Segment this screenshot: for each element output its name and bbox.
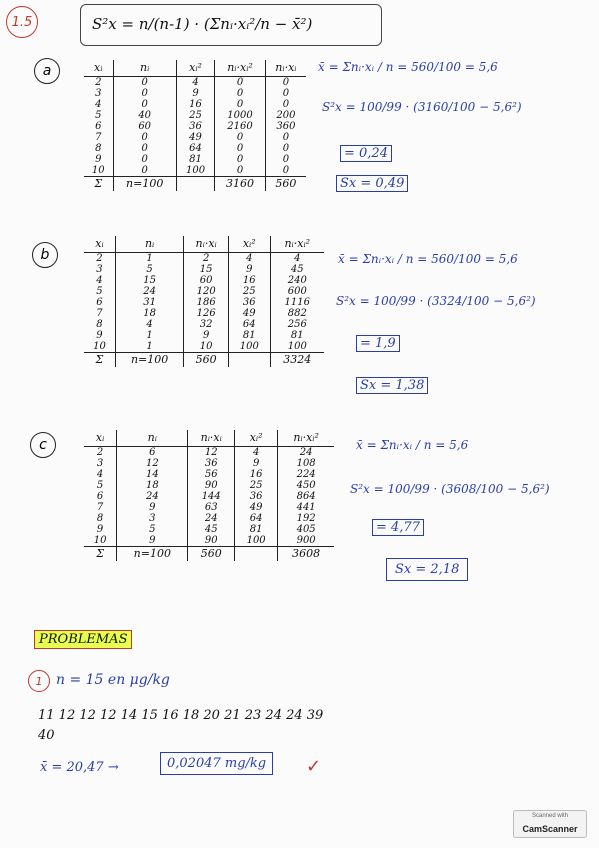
scanner-caption: Scanned with (531, 813, 569, 819)
variance-formula: S²x = n/(n-1) · (Σnᵢ·xᵢ²/n − x̄²) (92, 15, 313, 33)
variance-eq-b: S²x = 100/99 · (3324/100 − 5,6²) (336, 294, 536, 308)
col-header: nᵢ (115, 236, 183, 253)
mean-eq-c: x̄ = Σnᵢ·xᵢ / n = 5,6 (356, 438, 469, 452)
col-header: nᵢ·xᵢ² (215, 60, 266, 77)
col-header: nᵢ·xᵢ² (270, 236, 324, 253)
col-header: nᵢ (113, 60, 176, 77)
col-header: nᵢ·xᵢ (265, 60, 306, 77)
table-row: 10 0 100 0 0 (84, 165, 306, 177)
table-row: 9 0 81 0 0 (84, 154, 306, 165)
mean-eq-b: x̄ = Σnᵢ·xᵢ / n = 560/100 = 5,6 (338, 252, 518, 266)
col-header: xᵢ (84, 60, 113, 77)
table-row: 5 40 25 1000 200 (84, 110, 306, 121)
table-row: 2 0 4 0 0 (84, 77, 306, 89)
col-header: nᵢ (117, 430, 188, 447)
table-row: 8 4 32 64 256 (84, 319, 324, 330)
table-row: 7 0 49 0 0 (84, 132, 306, 143)
variance-result-c: = 4,77 (372, 520, 424, 535)
col-header: nᵢ·xᵢ (188, 430, 235, 447)
table-row: 9 5 45 81 405 (84, 524, 334, 535)
data-values-line-2: 40 (38, 728, 55, 743)
table-row: 5 18 90 25 450 (84, 480, 334, 491)
std-result-b: Sx = 1,38 (356, 378, 428, 393)
checkmark-icon: ✓ (306, 756, 322, 777)
problems-heading: PROBLEMAS (34, 632, 132, 647)
problem-1-statement: n = 15 en μg/kg (56, 672, 170, 688)
problem-1-badge: 1 (28, 670, 50, 692)
table-row: 7 18 126 49 882 (84, 308, 324, 319)
table-row: 4 14 56 16 224 (84, 469, 334, 480)
table-row: 4 0 16 0 0 (84, 99, 306, 110)
table-row: 3 0 9 0 0 (84, 88, 306, 99)
col-header: xᵢ (84, 236, 115, 253)
col-header: nᵢ·xᵢ (184, 236, 229, 253)
variance-result-a: = 0,24 (340, 146, 392, 161)
section-a-label: a (34, 58, 60, 84)
exercise-number-badge (6, 6, 38, 38)
variance-result-b: = 1,9 (356, 336, 400, 351)
std-result-c: Sx = 2,18 (386, 562, 468, 577)
table-row: 3 5 15 9 45 (84, 264, 324, 275)
std-result-a: Sx = 0,49 (336, 176, 408, 191)
problem-1-mean: x̄ = 20,47 → (40, 760, 119, 775)
table-row: 4 15 60 16 240 (84, 275, 324, 286)
table-row: 2 6 12 4 24 (84, 447, 334, 459)
problem-1-result: 0,02047 mg/kg (160, 756, 273, 771)
table-row: 6 24 144 36 864 (84, 491, 334, 502)
col-header: xᵢ (84, 430, 117, 447)
table-row: 2 1 2 4 4 (84, 253, 324, 265)
table-row: 3 12 36 9 108 (84, 458, 334, 469)
table-total-row: Σ n=100 560 3608 (84, 547, 334, 562)
col-header: xᵢ² (176, 60, 214, 77)
table-c (84, 430, 334, 561)
section-b-label: b (32, 242, 58, 268)
table-row: 8 0 64 0 0 (84, 143, 306, 154)
table-row: 9 1 9 81 81 (84, 330, 324, 341)
scanner-brand: CamScanner (522, 824, 578, 834)
table-row: 6 60 36 2160 360 (84, 121, 306, 132)
col-header: xᵢ² (229, 236, 271, 253)
variance-eq-c: S²x = 100/99 · (3608/100 − 5,6²) (350, 482, 550, 496)
table-row: 7 9 63 49 441 (84, 502, 334, 513)
col-header: xᵢ² (235, 430, 278, 447)
table-row: 10 1 10 100 100 (84, 341, 324, 353)
variance-eq-a: S²x = 100/99 · (3160/100 − 5,6²) (322, 100, 522, 114)
camscanner-watermark (513, 810, 587, 838)
table-row: 10 9 90 100 900 (84, 535, 334, 547)
table-row: 6 31 186 36 1116 (84, 297, 324, 308)
mean-eq-a: x̄ = Σnᵢ·xᵢ / n = 560/100 = 5,6 (318, 60, 498, 74)
table-total-row: Σ n=100 3160 560 (84, 177, 306, 192)
table-row: 5 24 120 25 600 (84, 286, 324, 297)
section-c-label: c (30, 432, 56, 458)
col-header: nᵢ·xᵢ² (278, 430, 334, 447)
exercise-number: 1.5 (11, 14, 33, 30)
table-a (84, 60, 306, 191)
table-total-row: Σ n=100 560 3324 (84, 353, 324, 368)
table-row: 8 3 24 64 192 (84, 513, 334, 524)
table-b (84, 236, 324, 367)
data-values-line-1: 11 12 12 12 14 15 16 18 20 21 23 24 24 39 (38, 708, 324, 723)
